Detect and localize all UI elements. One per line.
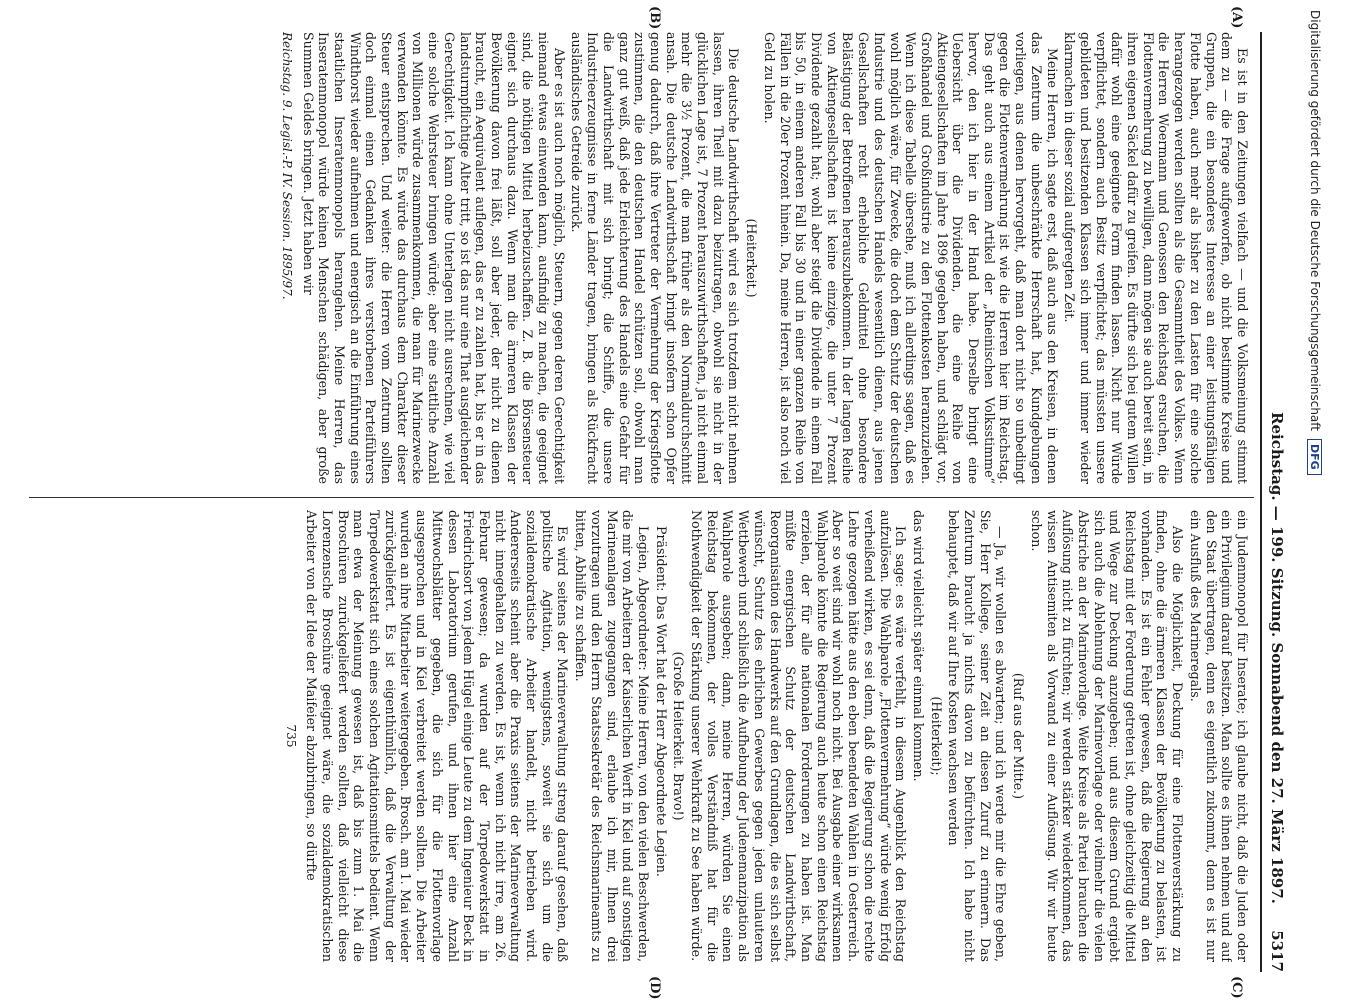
speaker-paragraph: Legien, Abgeordneter: Meine Herren, von den vielen Beschwerden, die mir von Arbeitern der Kaiserlichen Werft in Kiel und auf sonstigen Marineanlagen zugegangen sind, erlaube ich mir, Ihnen drei vorzutragen und den Herrn Staatssekretär des Reichsmarineamts zu bitten, Abhilfe zu schaffen.	[573, 510, 651, 962]
dfg-logo: DFG	[1307, 439, 1322, 475]
interjection: (Heiterkeit.)	[744, 218, 760, 298]
credit-text: Digitalisierung gefördert durch die Deutsche Forschungsgemeinschaft	[1308, 10, 1322, 432]
newspaper-page	[15, 6, 1290, 1000]
paragraph: — Ja, wir wollen es abwarten; und ich werde mir die Ehre geben, Sie, Herr Kollege, seiner Zeit an diesen Zuruf zu erinnern. Das Zentrum braucht ja nichts davon zu befürchten. Ich habe nicht behauptet, daß wir auf Ihre Kosten wachsen werden	[946, 510, 1009, 962]
paragraph: Die deutsche Landwirthschaft wird es sich trotzdem nicht nehmen lassen, ihren Theil mit dazu beizutragen, obwohl sie nicht in der glücklichen Lage ist, 7 Prozent herauszuwirthschaften, ja nicht einmal mehr die 3½ Prozent, die man früher als den Normaldurchschnitt ansah. Die deutsche Landwirthschaft bringt insofern schon Opfer genug dadurch, daß ihre Vertreter der Vermehrung der Kriegsflotte zustimmen, die den deutschen Handel schützen soll, obwohl man ganz gut weiß, daß jede Erleichterung des Handels eine Gefahr für die Landwirthschaft mit sich bringt; die Schiffe, die unsere Industrieerzeugnisse in ferne Länder tragen, bringen als Rückfracht ausländisches Getreide zurück.	[569, 32, 742, 484]
paragraph: Aber es ist auch noch möglich, Steuern, gegen deren Gerechtigkeit niemand etwas einwenden kann, ausfindig zu machen, die geeignet sind, die nöthigen Mittel herbeizuschaffen. Z. B. die Börsensteuer eignet sich durchaus dazu. Wenn man die ärmeren Klassen der Bevölkerung davon frei läßt, soll aber jeder, der nicht zu dienen braucht, ein Aequivalent auflegen, das er zu zahlen hat, bis er in das landsturmpflichtige Alter tritt, so ist das nur eine That ausgleichender Gerechtigkeit. Ich kann ohne Unterlagen nicht ausrechnen, wie viel eine solche Wehrsteuer bringen würde; aber eine stattliche Anzahl von Millionen würde zusammenkommen, die man für Marinezwecke verwenden könnte. Es würde das durchaus dem Charakter dieser Steuer entsprechen. Und weiter: die Herren vom Zentrum sollten doch einmal einen Gedanken ihres verstorbenen Parteiführers Windthorst wieder aufnehmen und energisch an die Einführung eines staatlichen Inseratenmonopols herangehen. Meine Herren, das Inseratenmonopol würde keinen Menschen schädigen, aber große Summen Geldes bringen. Jetzt haben wir	[300, 32, 567, 484]
paragraph: Also die Möglichkeit, Deckung für eine Flottenverstärkung zu finden, ohne die ärmeren Klassen der Bevölkerung zu belasten, ist vorhanden. Es ist ein Fehler gewesen, daß die Regierung an den Reichstag mit der Forderung getreten ist, ohne gleichzeitig die Mittel und Wege zur Deckung anzugeben; und aus diesem Grund ergiebt sich auch die Ablehnung der Marinevorlage oder vielmehr die vielen Abstriche an der Marinevorlage. Weite Kreise als Partei brauchen die Auflösung nicht zu fürchten; wir werden stärker wiederkommen, das wissen Antisemiten als Vorwand zu einer Auflösung. Wir wir heute schon.	[1028, 510, 1186, 962]
digitization-credit	[1298, 10, 1322, 990]
page-header	[1250, 32, 1290, 972]
paragraph: das wird vielleicht später einmal kommen.	[910, 510, 926, 782]
interjection: (Ruf aus der Mitte.)	[1011, 672, 1027, 800]
paragraph: Ich sage: es wäre verfehlt, in diesem Augenblick den Reichstag aufzulösen. Die Wahlparole „Flottenvermehrung“ würde wenig Erfolg verheißend wirken, es sei denn, daß die Regierung schon die rechte Lehre gezogen hätte aus den eben beendeten Wahlen in Oesterreich. Aber so weit sind wir wohl noch nicht. Bei Ausgabe einer wirksamen Wahlparole könnte die Regierung auch heute schon einen Reichstag erzielen, der für alle nationalen Forderungen zu haben ist. Man müßte energischen Schutz der deutschen Landwirthschaft, Reorganisation des Handwerks auf den Grundlagen, die es sich selbst wünscht, Schutz des ehrlichen Gewerbes gegen jeden unlauteren Wettbewerb und schließlich die Aufhebung der Judenemanzipation als Wahlparole ausgeben; dann, meine Herren, würden Sie einen Reichstag bekommen, der volles Verständniß hat für die Nothwendigkeit der Stärkung unserer Wehrkraft zu See haben würde.	[689, 510, 909, 962]
footer-session-line: Reichstag. 9. Legisl.-P. IV. Session. 1895/97.	[279, 32, 294, 300]
header-page-number: 5317	[1268, 930, 1286, 972]
paragraph: Meine Herren, ich sagte erst, daß auch aus den Kreisen, in denen das Zentrum die unbeschränkte Herrschaft hat, Kundgebungen vorliegen, aus denen hervorgeht, daß man dort nicht so unbedingt gegen die Flottenvermehrung ist wie die Herren hier im Reichstag. Das geht auch aus einem Artikel der „Rheinischen Volksstimme“ hervor, den ich hier in der Hand habe. Derselbe bringt eine Uebersicht über die Dividenden, die eine Reihe von Aktiengesellschaften im Jahre 1896 gegeben haben, und schlägt vor, Großhandel und Großindustrie zu den Flottenkosten heranzuziehen. Wenn ich diese Tabelle übersehe, muß ich allerdings sagen, daß es wohl möglich wäre, für Zwecke, die doch dem Schutz der deutschen Industrie und des deutschen Handels wesentlich dienen, aus jenen Gesellschaften recht erhebliche Geldmittel ohne besondere Belästigung der Betroffenen herauszubekommen. In der langen Reihe von Aktiengesellschaften ist keine einzige, die unter 7 Prozent Dividende gezahlt hat; wohl aber steigt die Dividende in einem Fall bis 50, in einem anderen Fall bis 30 und in einer ganzen Reihe von Fällen in die 20er Prozent hinein. Da, meine Herren, ist also noch viel Geld zu holen.	[761, 32, 1060, 484]
interjection: (Heiterkeit);	[928, 696, 944, 776]
margin-mark-d: (D)	[647, 976, 662, 1000]
interjection: (Große Heiterkeit. Bravo!)	[671, 651, 687, 821]
paragraph: ein Judenmonopol für Inserate; ich glaube nicht, daß die Juden oder ein Privilegium darauf besitzen. Man sollte es ihnen nehmen und auf den Staat übertragen, denn es eigentlich zukommt, denn es ist nur ein Ausfluß des Marineregals.	[1187, 510, 1250, 962]
footer-page-number: 735	[283, 724, 298, 748]
right-column	[30, 510, 1250, 962]
header-title: Reichstag. — 199. Sitzung. Sonnabend den 27. März 1897.	[1268, 412, 1286, 904]
margin-mark-b: (B)	[647, 6, 662, 30]
speaker-paragraph: Präsident: Das Wort hat der Herr Abgeordnete Legien.	[653, 526, 669, 877]
margin-mark-c: (C)	[1229, 976, 1244, 999]
paragraph: Es ist in den Zeitungen vielfach — und die Volksmeinung stimmt dem zu — die Frage aufgeworfen, ob nicht bestimmte Kreise und Gruppen, die ein besonderes Interesse an einer leistungsfähigen Flotte haben, auch mehr als bisher zu den Lasten für eine solche herangezogen werden sollten als die Gesammtheit des Volkes. Wenn die Herren Woermann und Genossen den Reichstag ersuchen, die Flottenvermehrung zu bewilligen, dann mögen sie auch bereit sein, in ihren eigenen Säckel dafür zu greifen. Es dürfte sich bei gutem Willen dafür wohl eine geeignete Form finden lassen. Nicht nur Würde verpflichtet, sondern auch Besitz verpflichtet; das müssten unsere gebildeten und besitzenden Klassen sich immer und immer wieder klarmachen in dieser sozial aufgeregten Zeit.	[1062, 32, 1250, 484]
margin-mark-a: (A)	[1229, 6, 1244, 29]
header-rule	[1260, 32, 1262, 972]
left-column	[30, 32, 1250, 484]
paragraph: Es wird seitens der Marineverwaltung streng darauf gesehen, daß politische Agitation, wenigstens, soweit sie sich um die sozialdemokratische Arbeiter handelt, nicht betrieben wird. Andererseits scheint aber die Praxis seitens der Marineverwaltung nicht innegehalten zu werden. Es ist, wenn ich nicht irre, am 26. Februar gewesen; da wurden auf der Torpedowerkstatt in Friedrichsort von jedem Hügel einige Leute zu dem Ingenieur Beck in dessen Laboratorium gerufen, und ihnen hier eine Anzahl Mittwochsblätter gegeben, die sich für die Flottenvorlage ausgesprochen und in Kiel verbreitet werden sollten. Die Arbeiter wurden an ihre Mitarbeiter weitergegeben. Brosch. am 1. Mai wieder zurückgeliefert. Es ist eigenthümlich, daß die Verwaltung der Torpedowerkstatt sich eines solchen Agitationsmittels bedient. Wenn man etwa der Meinung gewesen ist, daß bis zum 1. Mai die Broschüren zurückgeliefert werden sollten, daß vielleicht diese Lorenzensche Broschüre geeignet wäre, die sozialdemokratischen Arbeiter von der Idee der Maifeier abzubringen, so dürfte	[304, 510, 571, 962]
column-divider	[29, 497, 1254, 498]
